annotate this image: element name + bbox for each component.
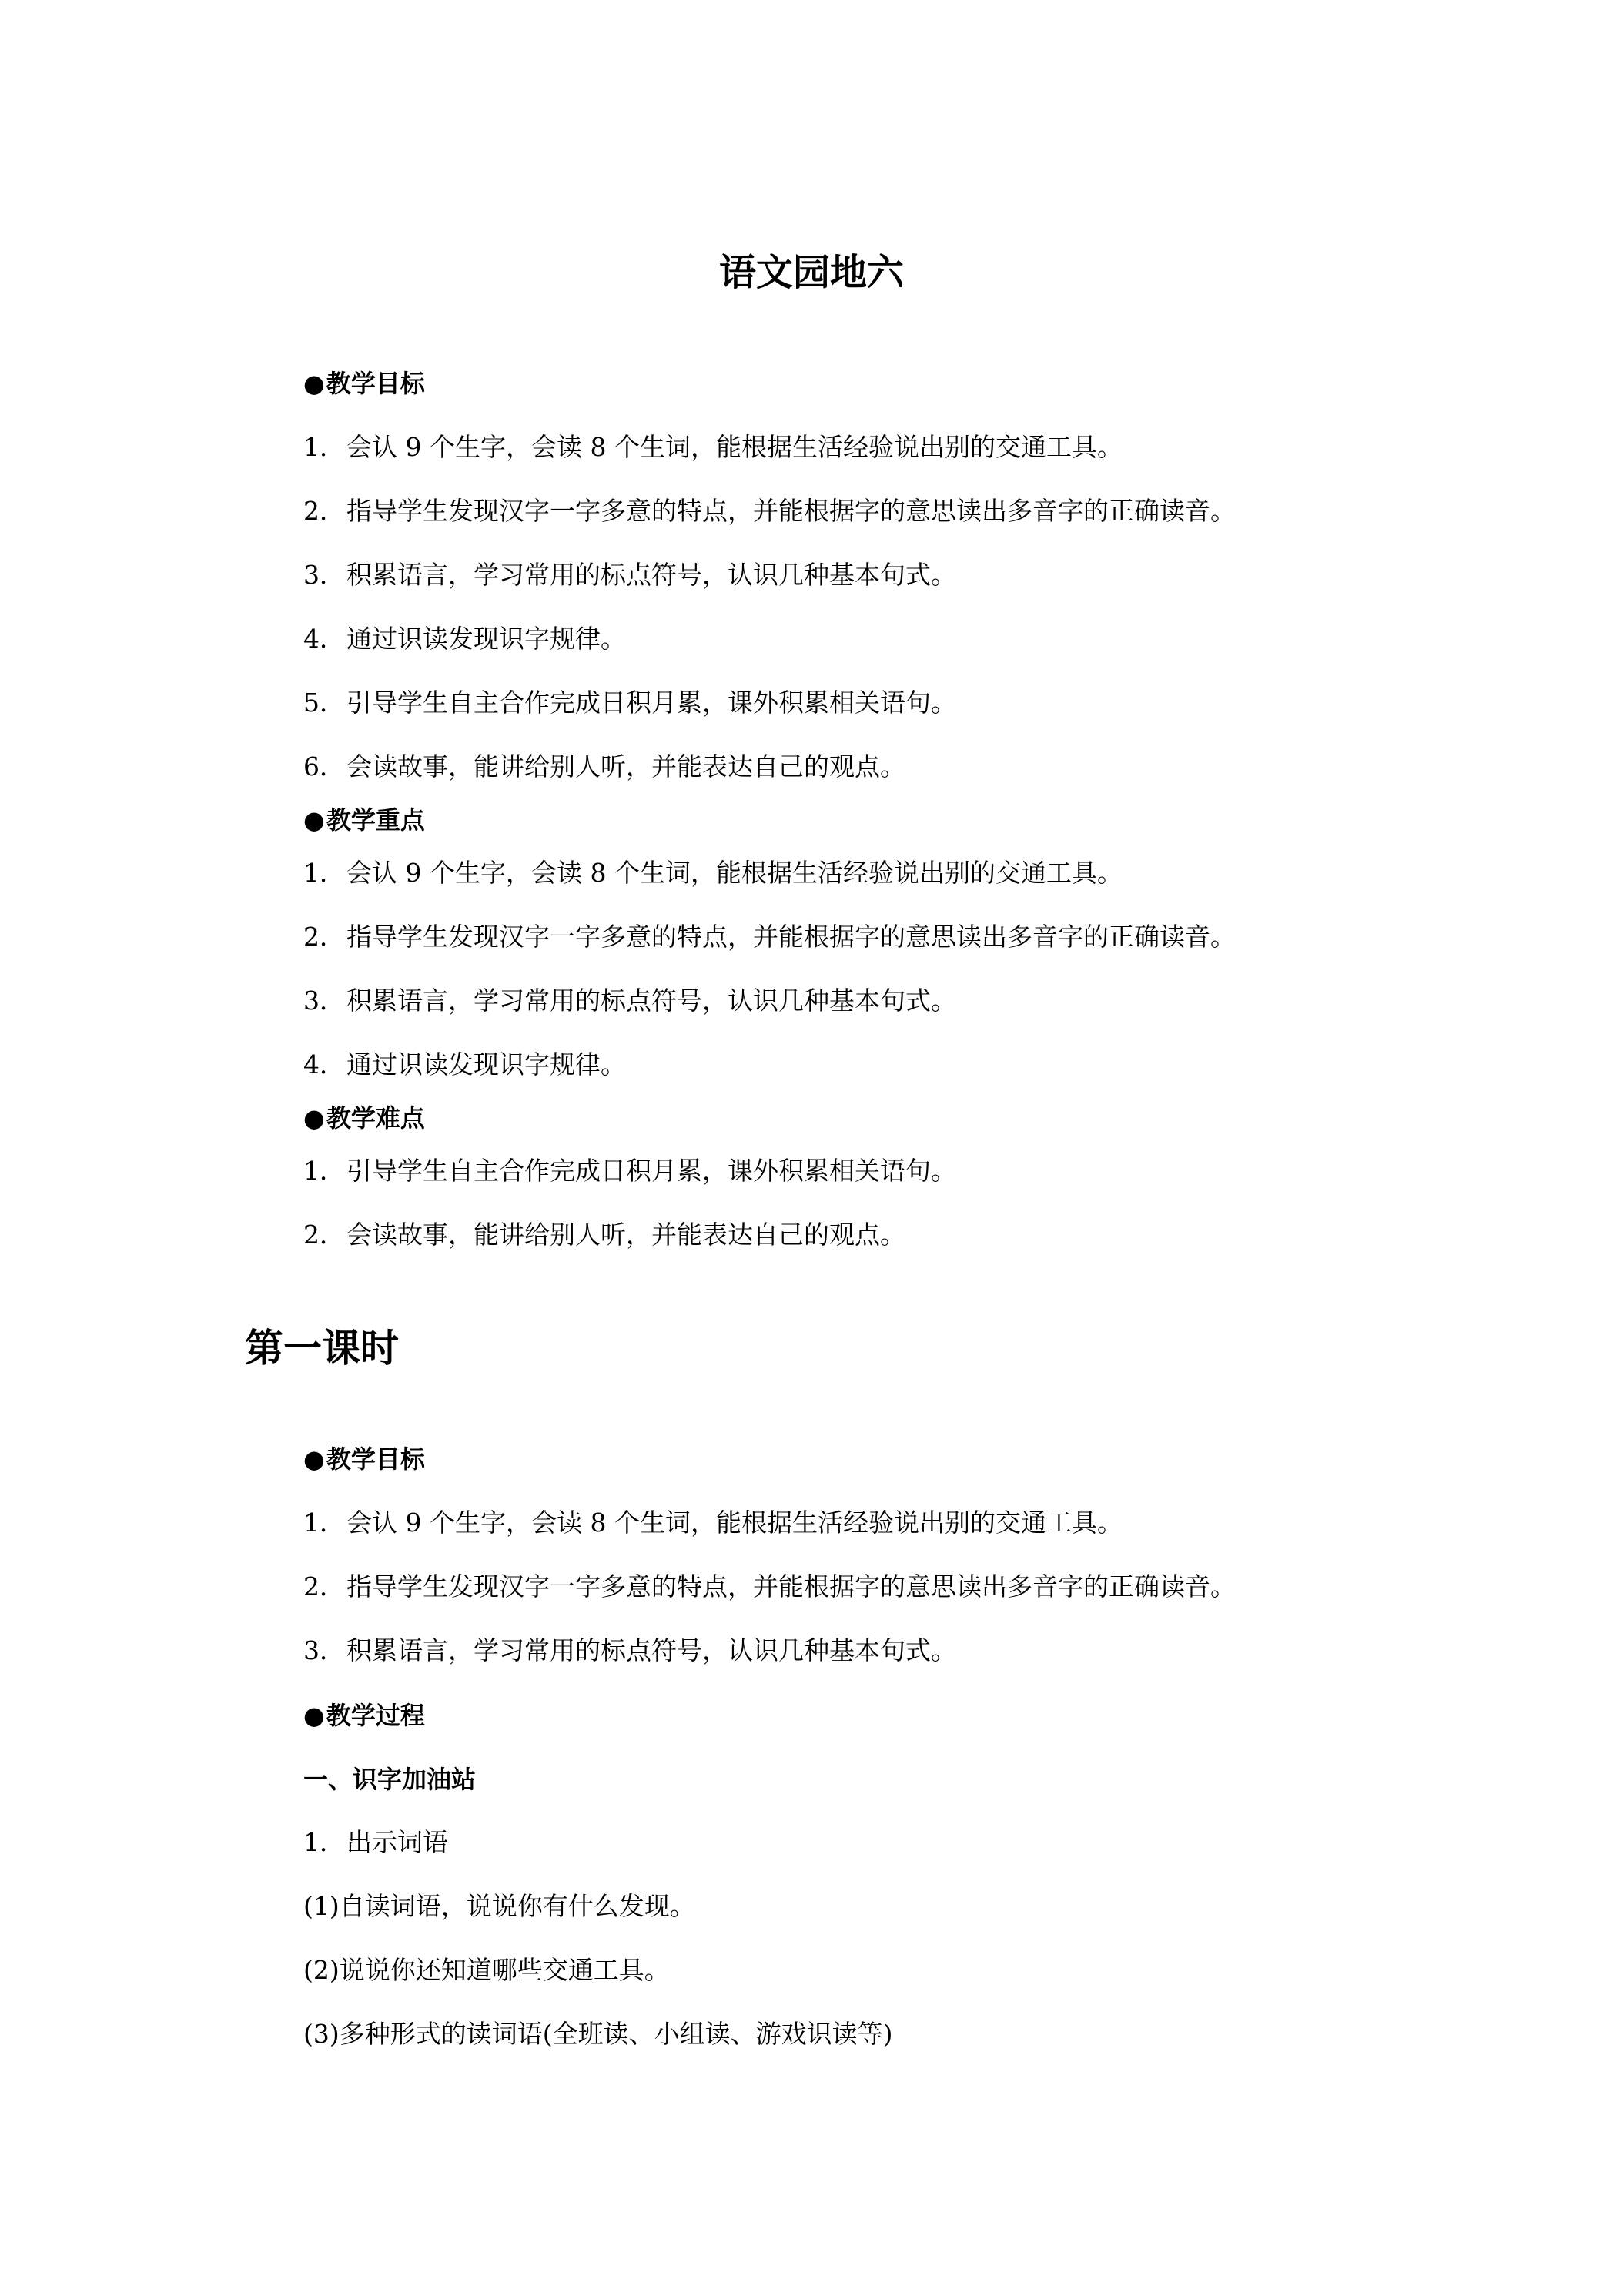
bullet-icon: ●	[303, 1103, 325, 1133]
list-item: 2．指导学生发现汉字一字多意的特点，并能根据字的意思读出多音字的正确读音。	[303, 922, 1236, 952]
section-heading-goals: ●教学目标	[303, 369, 425, 398]
section-heading-key-points: ●教学重点	[303, 805, 425, 835]
section-heading-lesson-goals: ●教学目标	[303, 1444, 425, 1474]
section-heading-process: ●教学过程	[303, 1701, 425, 1730]
bullet-icon: ●	[303, 1444, 325, 1474]
list-item: (3)多种形式的读词语(全班读、小组读、游戏识读等)	[303, 2019, 893, 2049]
lesson-title: 第一课时	[245, 1326, 399, 1371]
list-item: (2)说说你还知道哪些交通工具。	[303, 1955, 670, 1985]
section-heading-difficulties: ●教学难点	[303, 1103, 425, 1133]
list-item: 1．引导学生自主合作完成日积月累，课外积累相关语句。	[303, 1156, 956, 1186]
list-item: 2．会读故事，能讲给别人听，并能表达自己的观点。	[303, 1220, 905, 1250]
list-item: 3．积累语言，学习常用的标点符号，认识几种基本句式。	[303, 560, 956, 590]
list-item: 4．通过识读发现识字规律。	[303, 1049, 626, 1079]
list-item: 1．会认 9 个生字，会读 8 个生词，能根据生活经验说出别的交通工具。	[303, 1508, 1123, 1538]
list-item: 1．会认 9 个生字，会读 8 个生词，能根据生活经验说出别的交通工具。	[303, 432, 1123, 462]
list-item: 4．通过识读发现识字规律。	[303, 624, 626, 654]
list-item: 5．引导学生自主合作完成日积月累，课外积累相关语句。	[303, 688, 956, 718]
bullet-icon: ●	[303, 805, 325, 835]
bullet-icon: ●	[303, 1701, 325, 1730]
list-item: 3．积累语言，学习常用的标点符号，认识几种基本句式。	[303, 1635, 956, 1665]
list-item: (1)自读词语，说说你有什么发现。	[303, 1891, 695, 1921]
list-item: 3．积累语言，学习常用的标点符号，认识几种基本句式。	[303, 986, 956, 1016]
list-item: 2．指导学生发现汉字一字多意的特点，并能根据字的意思读出多音字的正确读音。	[303, 1571, 1236, 1602]
bullet-icon: ●	[303, 369, 325, 398]
list-item: 2．指导学生发现汉字一字多意的特点，并能根据字的意思读出多音字的正确读音。	[303, 496, 1236, 526]
list-item: 6．会读故事，能讲给别人听，并能表达自己的观点。	[303, 751, 905, 782]
list-item: 1．会认 9 个生字，会读 8 个生词，能根据生活经验说出别的交通工具。	[303, 858, 1123, 888]
subsection-heading: 一、识字加油站	[303, 1765, 477, 1794]
list-item: 1．出示词语	[303, 1827, 448, 1857]
document-title: 语文园地六	[718, 251, 904, 294]
